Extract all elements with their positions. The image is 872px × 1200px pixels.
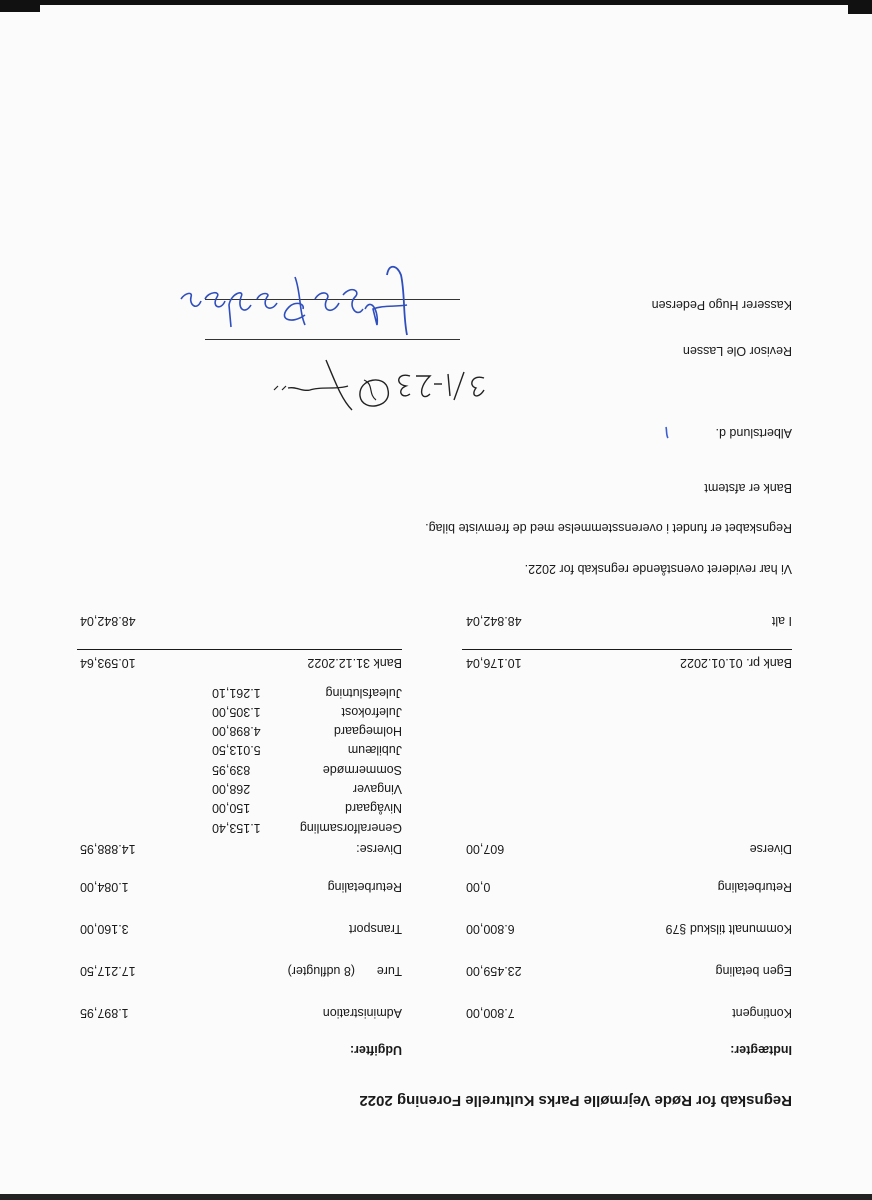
expenses-total-rule — [77, 649, 402, 650]
diverse-item-label: Sommermøde — [322, 763, 402, 777]
income-amount: 7.800,00 — [466, 1006, 515, 1020]
audit-statement: Regnskabet er fundet i overensstemmelse med de fremviste bilag. — [425, 521, 792, 535]
income-label: Egen betaling — [715, 964, 792, 978]
expenses-total-amount: 48.842,04 — [80, 614, 136, 628]
diverse-item-amount: 1.305,00 — [212, 705, 261, 719]
income-amount: 0,00 — [466, 880, 491, 894]
bank-end-label: Bank 31.12.2022 — [307, 656, 402, 670]
income-heading: Indtægter: — [730, 1043, 792, 1057]
expense-label: Diverse: — [356, 842, 402, 856]
document-title: Regnskab for Røde Vejrmølle Parks Kulturelle Forening 2022 — [359, 1092, 792, 1109]
diverse-item-amount: 1.153,40 — [212, 821, 261, 835]
expense-label: Transport — [348, 922, 402, 936]
diverse-item-amount: 268,00 — [212, 782, 251, 796]
diverse-item-amount: 1.261,10 — [212, 686, 261, 700]
expense-amount: 1.897,95 — [80, 1006, 129, 1020]
bank-end-amount: 10.593,64 — [80, 656, 136, 670]
expense-label: Returbetaling — [327, 880, 402, 894]
total-label: I alt — [771, 614, 792, 628]
ink-mark-icon — [660, 424, 672, 440]
diverse-item-label: Julefrokost — [341, 705, 402, 719]
diverse-item-label: Holmegaard — [333, 724, 402, 738]
income-amount: 607,00 — [466, 842, 505, 856]
auditor-signature — [262, 355, 492, 430]
expense-amount: 17.217,50 — [80, 964, 136, 978]
audit-statement: Vi har revideret ovenstående regnskab for 2022. — [524, 562, 792, 576]
income-label: Kommunalt tilskud §79 — [665, 922, 792, 936]
diverse-item-label: Juleafslutning — [325, 686, 402, 700]
expense-amount: 1.084,00 — [80, 880, 129, 894]
income-label: Diverse — [749, 842, 792, 856]
diverse-item-amount: 4.898,00 — [212, 724, 261, 738]
audit-statement: Bank er afstemt — [704, 481, 792, 495]
income-total-rule — [462, 649, 792, 650]
diverse-item-amount: 150,00 — [212, 801, 251, 815]
expense-amount: 14.888,95 — [80, 842, 136, 856]
income-total-amount: 48.842,04 — [466, 614, 522, 628]
income-label: Returbetaling — [717, 880, 792, 894]
bank-start-amount: 10.176,04 — [466, 656, 522, 670]
diverse-item-label: Nivågaard — [345, 801, 402, 815]
income-label: Kontingent — [732, 1006, 792, 1020]
expense-label: Ture — [376, 964, 402, 978]
expense-amount: 3.160,00 — [80, 922, 129, 936]
income-amount: 23.459,00 — [466, 964, 522, 978]
bank-start-label: Bank pr. 01.01.2022 — [680, 656, 792, 670]
diverse-item-label: Generalforsamling — [299, 821, 402, 835]
income-amount: 6.800,00 — [466, 922, 515, 936]
treasurer-name: Kasserer Hugo Pedersen — [651, 298, 792, 312]
treasurer-signature — [177, 255, 417, 355]
auditor-name: Revisor Ole Lassen — [682, 344, 792, 358]
diverse-item-label: Vingaver — [352, 782, 402, 796]
place-date: Albertslund d. — [715, 426, 792, 440]
diverse-item-amount: 5.013,50 — [212, 743, 261, 757]
expense-label: Administration — [322, 1006, 402, 1020]
diverse-item-amount: 839,95 — [212, 763, 251, 777]
expense-note: (8 udflugter) — [287, 964, 355, 978]
diverse-item-label: Jubilæum — [347, 743, 402, 757]
expenses-heading: Udgifter: — [349, 1043, 402, 1057]
